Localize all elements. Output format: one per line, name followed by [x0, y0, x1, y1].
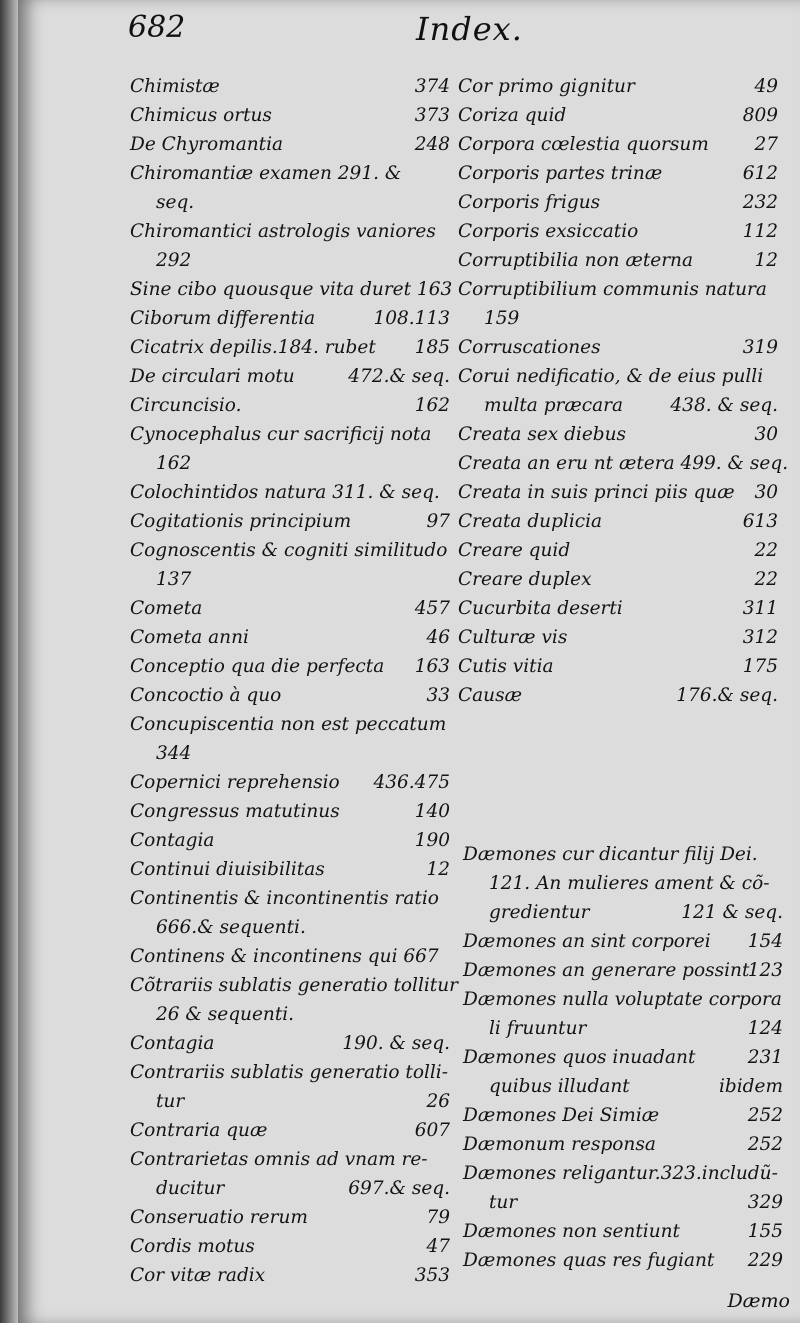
entry-page-ref: 121 & seq.	[681, 902, 783, 923]
entry-page-ref: 190	[414, 830, 450, 851]
catchword: Dæmo	[727, 1290, 790, 1312]
page-number: 682	[128, 10, 186, 45]
index-entry	[458, 217, 778, 246]
index-entry	[130, 275, 453, 304]
entry-text: Dæmones non sentiunt	[463, 1221, 680, 1242]
entry-text: tur	[156, 1091, 185, 1112]
entry-page-ref: 112	[742, 221, 778, 242]
entry-page-ref: 155	[747, 1221, 783, 1242]
entry-page-ref: 252	[747, 1134, 783, 1155]
index-entry	[130, 420, 450, 449]
index-entry	[130, 1116, 450, 1145]
index-entry	[130, 565, 450, 594]
entry-page-ref: 190. & seq.	[342, 1033, 450, 1054]
entry-text: 121. An mulieres ament & cõ-	[489, 873, 770, 894]
entry-page-ref: 229	[747, 1250, 783, 1271]
index-entry	[130, 1203, 450, 1232]
index-entry	[458, 159, 778, 188]
entry-text: Conseruatio rerum	[130, 1207, 308, 1228]
entry-text: Continui diuisibilitas	[130, 859, 325, 880]
entry-text: Contrariis sublatis generatio tolli-	[130, 1062, 448, 1083]
index-entry	[463, 1159, 783, 1188]
index-entry	[130, 130, 450, 159]
entry-text: Corruptibilium communis natura	[458, 279, 767, 300]
entry-page-ref: 312	[742, 627, 778, 648]
entry-text: 162	[156, 453, 192, 474]
entry-text: Creare duplex	[458, 569, 592, 590]
entry-page-ref: 33	[426, 685, 450, 706]
index-entry	[458, 449, 789, 478]
entry-text: ducitur	[156, 1178, 225, 1199]
entry-text: Dæmones Dei Simiæ	[463, 1105, 660, 1126]
entry-page-ref: 607	[414, 1120, 450, 1141]
entry-page-ref: 140	[414, 801, 450, 822]
entry-page-ref: 26	[426, 1091, 450, 1112]
entry-text: Dæmones religantur.323.includũ-	[463, 1163, 778, 1184]
entry-text: Creata duplicia	[458, 511, 603, 532]
index-entry	[130, 449, 450, 478]
index-entry	[130, 884, 450, 913]
entry-text: Cogitationis principium	[130, 511, 352, 532]
entry-text: De circulari motu	[130, 366, 295, 387]
index-entry	[458, 130, 778, 159]
index-entry	[130, 72, 450, 101]
entry-page-ref: 47	[426, 1236, 450, 1257]
book-binding	[0, 0, 18, 1323]
entry-text: Corui nedificatio, & de eius pulli	[458, 366, 764, 387]
index-entry	[458, 507, 778, 536]
entry-text: Corporis frigus	[458, 192, 601, 213]
index-entry	[463, 1188, 783, 1217]
index-entry	[130, 1000, 450, 1029]
index-entry	[458, 420, 778, 449]
entry-text: Cometa anni	[130, 627, 249, 648]
entry-text: Cometa	[130, 598, 203, 619]
entry-text: Corpora cœlestia quorsum	[458, 134, 709, 155]
entry-text: Conceptio qua die perfecta	[130, 656, 385, 677]
entry-text: 344	[156, 743, 192, 764]
entry-text: Cicatrix depilis.184. rubet	[130, 337, 376, 358]
entry-text: Cor primo gignitur	[458, 76, 635, 97]
entry-text: Chiromantiæ examen 291. &	[130, 163, 402, 184]
entry-page-ref: 457	[414, 598, 450, 619]
entry-page-ref: 79	[426, 1207, 450, 1228]
index-entry	[463, 985, 783, 1014]
index-entry	[463, 1217, 783, 1246]
entry-page-ref: 697.& seq.	[348, 1178, 450, 1199]
entry-text: Dæmones quos inuadant	[463, 1047, 696, 1068]
entry-text: 26 & sequenti.	[156, 1004, 295, 1025]
index-entry	[130, 1087, 450, 1116]
entry-text: 137	[156, 569, 192, 590]
entry-text: Creare quid	[458, 540, 571, 561]
index-entry	[458, 565, 778, 594]
index-entry	[130, 507, 450, 536]
index-entry	[130, 1058, 450, 1087]
entry-text: Chiromantici astrologis vaniores	[130, 221, 436, 242]
index-entry	[130, 536, 450, 565]
entry-text: Dæmones cur dicantur filij Dei.	[463, 844, 758, 865]
entry-text: quibus illudant	[489, 1076, 630, 1097]
entry-page-ref: 162	[414, 395, 450, 416]
index-entry	[458, 333, 778, 362]
entry-text: multa præcara	[484, 395, 624, 416]
entry-page-ref: 108.113	[373, 308, 450, 329]
entry-page-ref: 49	[754, 76, 778, 97]
index-entry	[130, 623, 450, 652]
entry-page-ref: 232	[742, 192, 778, 213]
running-head: Index.	[416, 10, 523, 48]
entry-text: gredientur	[489, 902, 590, 923]
index-entry	[463, 1246, 783, 1275]
entry-text: Causæ	[458, 685, 522, 706]
entry-page-ref: 12	[754, 250, 778, 271]
index-entry	[458, 391, 778, 420]
index-entry	[130, 942, 450, 971]
entry-page-ref: 46	[426, 627, 450, 648]
index-entry	[458, 188, 778, 217]
entry-page-ref: 30	[754, 482, 778, 503]
entry-text: tur	[489, 1192, 518, 1213]
index-entry	[458, 623, 778, 652]
index-entry	[130, 594, 450, 623]
index-entry	[458, 652, 778, 681]
entry-text: Corporis partes trinæ	[458, 163, 663, 184]
entry-page-ref: 97	[426, 511, 450, 532]
entry-text: Dæmones an generare possint	[463, 960, 750, 981]
entry-page-ref: 252	[747, 1105, 783, 1126]
entry-page-ref: 124	[747, 1018, 783, 1039]
entry-text: Contagia	[130, 830, 215, 851]
entry-page-ref: 809	[742, 105, 778, 126]
entry-text: Contraria quæ	[130, 1120, 268, 1141]
entry-text: Coriza quid	[458, 105, 567, 126]
index-entry	[130, 159, 450, 188]
entry-text: Creata in suis princi piis quæ	[458, 482, 735, 503]
entry-text: Creata an eru nt ætera 499. & seq.	[458, 453, 789, 474]
entry-text: Continens & incontinens qui 667	[130, 946, 439, 967]
entry-page-ref: 231	[747, 1047, 783, 1068]
index-entry	[130, 362, 450, 391]
entry-text: Cordis motus	[130, 1236, 255, 1257]
index-entry	[130, 217, 450, 246]
entry-text: Dæmonum responsa	[463, 1134, 656, 1155]
index-entry	[130, 652, 450, 681]
index-page	[18, 0, 800, 1323]
index-entry	[458, 681, 778, 710]
index-entry	[130, 304, 450, 333]
index-entry	[458, 101, 778, 130]
entry-page-ref: ibidem	[718, 1076, 783, 1097]
entry-page-ref: 613	[742, 511, 778, 532]
index-entry	[130, 1261, 450, 1290]
index-entry	[458, 536, 778, 565]
entry-page-ref: 185	[414, 337, 450, 358]
entry-page-ref: 329	[747, 1192, 783, 1213]
entry-page-ref: 436.475	[373, 772, 450, 793]
index-entry	[130, 971, 458, 1000]
entry-text: li fruuntur	[489, 1018, 587, 1039]
entry-text: Cõtrariis sublatis generatio tollitur	[130, 975, 458, 996]
entry-page-ref: 22	[754, 540, 778, 561]
entry-text: Copernici reprehensio	[130, 772, 340, 793]
entry-text: 666.& sequenti.	[156, 917, 306, 938]
entry-text: Corporis exsiccatio	[458, 221, 639, 242]
entry-text: Dæmones an sint corporei	[463, 931, 711, 952]
index-entry	[458, 72, 778, 101]
entry-page-ref: 373	[414, 105, 450, 126]
entry-text: Culturæ vis	[458, 627, 568, 648]
entry-text: Dæmones quas res fugiant	[463, 1250, 715, 1271]
index-entry	[130, 246, 450, 275]
index-entry	[130, 391, 450, 420]
right-column-bottom	[463, 840, 783, 1275]
index-entry	[130, 768, 450, 797]
entry-page-ref: 374	[414, 76, 450, 97]
entry-page-ref: 176.& seq.	[676, 685, 778, 706]
index-entry	[130, 826, 450, 855]
index-entry	[130, 333, 450, 362]
entry-text: Concoctio à quo	[130, 685, 282, 706]
index-entry	[130, 1145, 450, 1174]
entry-text: Contrarietas omnis ad vnam re-	[130, 1149, 428, 1170]
entry-page-ref: 154	[747, 931, 783, 952]
entry-text: Concupiscentia non est peccatum	[130, 714, 447, 735]
entry-text: Colochintidos natura 311. & seq.	[130, 482, 440, 503]
entry-text: Corruscationes	[458, 337, 601, 358]
entry-page-ref: 123	[747, 960, 783, 981]
index-entry	[458, 275, 778, 304]
right-column-top	[458, 72, 789, 710]
entry-text: Creata sex diebus	[458, 424, 627, 445]
index-entry	[458, 304, 778, 333]
entry-page-ref: 22	[754, 569, 778, 590]
entry-text: 159	[484, 308, 520, 329]
entry-text: Circuncisio.	[130, 395, 242, 416]
index-entry	[130, 739, 450, 768]
entry-text: Cucurbita deserti	[458, 598, 623, 619]
entry-page-ref: 12	[426, 859, 450, 880]
entry-text: Cor vitæ radix	[130, 1265, 266, 1286]
entry-text: Chimistæ	[130, 76, 220, 97]
entry-text: 292	[156, 250, 192, 271]
entry-page-ref: 319	[742, 337, 778, 358]
index-entry	[463, 1072, 783, 1101]
index-entry	[463, 927, 783, 956]
index-entry	[463, 1101, 783, 1130]
index-entry	[130, 478, 450, 507]
entry-text: Continentis & incontinentis ratio	[130, 888, 439, 909]
entry-page-ref: 353	[414, 1265, 450, 1286]
index-entry	[458, 362, 778, 391]
entry-text: Dæmones nulla voluptate corpora	[463, 989, 782, 1010]
left-column	[130, 72, 458, 1290]
entry-page-ref: 472.& seq.	[348, 366, 450, 387]
entry-text: Cognoscentis & cogniti similitudo	[130, 540, 448, 561]
index-entry	[130, 797, 450, 826]
index-entry	[463, 898, 783, 927]
index-entry	[130, 1174, 450, 1203]
index-entry	[130, 101, 450, 130]
entry-page-ref: 163	[414, 656, 450, 677]
index-entry	[458, 246, 778, 275]
index-entry	[463, 956, 783, 985]
index-entry	[130, 855, 450, 884]
entry-page-ref: 438. & seq.	[670, 395, 778, 416]
entry-page-ref: 175	[742, 656, 778, 677]
entry-text: seq.	[156, 192, 195, 213]
index-entry	[130, 710, 450, 739]
entry-page-ref: 27	[754, 134, 778, 155]
entry-text: De Chyromantia	[130, 134, 284, 155]
entry-page-ref: 248	[414, 134, 450, 155]
index-entry	[130, 913, 450, 942]
entry-page-ref: 311	[742, 598, 778, 619]
entry-page-ref: 612	[742, 163, 778, 184]
index-entry	[130, 188, 450, 217]
entry-text: Congressus matutinus	[130, 801, 340, 822]
entry-text: Sine cibo quousque vita duret 163	[130, 279, 453, 300]
index-entry	[458, 478, 778, 507]
entry-page-ref: 30	[754, 424, 778, 445]
entry-text: Ciborum differentia	[130, 308, 316, 329]
index-entry	[130, 1232, 450, 1261]
index-entry	[463, 840, 783, 869]
entry-text: Corruptibilia non æterna	[458, 250, 693, 271]
index-entry	[463, 1130, 783, 1159]
entry-text: Cynocephalus cur sacrificij nota	[130, 424, 432, 445]
index-entry	[458, 594, 778, 623]
index-entry	[463, 1043, 783, 1072]
index-entry	[463, 1014, 783, 1043]
index-entry	[130, 681, 450, 710]
index-entry	[463, 869, 783, 898]
entry-text: Chimicus ortus	[130, 105, 272, 126]
entry-text: Contagia	[130, 1033, 215, 1054]
entry-text: Cutis vitia	[458, 656, 554, 677]
index-entry	[130, 1029, 450, 1058]
